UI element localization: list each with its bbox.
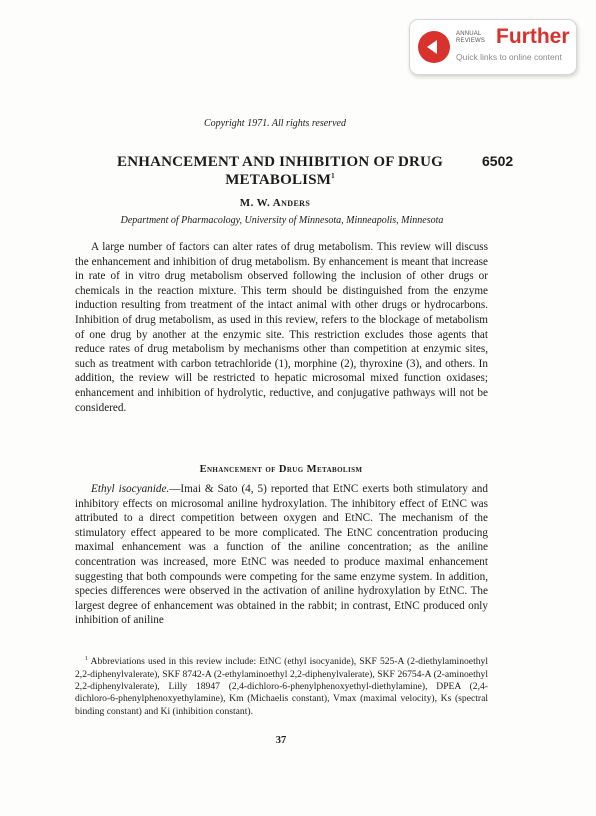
- section-heading: Enhancement of Drug Metabolism: [199, 464, 363, 475]
- footnote-mark: 1: [85, 656, 88, 662]
- title-footnote-mark: 1: [331, 172, 335, 180]
- paragraph-text: —Imai & Sato (4, 5) reported that EtNC exerts both stimulatory and inhibitory effects on microsomal aniline hydroxylation. The inhibitory effect of EtNC was attributed to a direct competition between oxygen and EtNC. The mechanism of the stimulatory effect appeared to be more complicated. The EtNC concentration producing maximal enhancement was a function of the aniline concentration; as the aniline concentration was increased, more EtNC was needed to produce maximal enhancement suggesting that both compounds were competing for the same enzyme system. In addition, species differences were observed in the activation of aniline hydroxylation by EtNC. The largest degree of enhancement was obtained in the rabbit; in contrast, EtNC produced only inhibition of aniline: [75, 483, 488, 627]
- annual-reviews-label: ANNUAL REVIEWS: [456, 31, 486, 44]
- further-title[interactable]: Further: [496, 25, 570, 48]
- footnote: [75, 653, 488, 718]
- intro-paragraph: A large number of factors can alter rates of drug metabolism. This review will discuss the enhancement and inhibition of drug metabolism. By enhancement is meant that increase in rate of in vitro drug metabolism observed following the inclusion of other drugs or chemicals in the reaction mixture. This term should be distinguished from the enzyme induction resulting from treatment of the intact animal with other drugs or hydrocarbons. Inhibition of drug metabolism, as used in this review, refers to the blockage of metabolism of one drug by another at the enzymic site. This restriction excludes those agents that reduce rates of drug metabolism by mechanisms other than competition at enzymic sites, such as treatment with carbon tetrachloride (1), morphine (2), thyroxine (3), and others. In addition, the review will be restricted to hepatic microsomal mixed function oxidases; enhancement and inhibition of hydrolytic, reductive, and conjugative pathways will not be considered.: [75, 241, 488, 414]
- author-name: M. W. Anders: [239, 197, 311, 209]
- copyright-line: Copyright 1971. All rights reserved: [204, 118, 346, 129]
- further-links-badge[interactable]: [409, 19, 577, 75]
- ethyl-isocyanide-paragraph: [75, 482, 488, 628]
- article-number: 6502: [482, 153, 514, 169]
- subsection-lead: Ethyl isocyanide.: [91, 483, 170, 495]
- footnote-text: Abbreviations used in this review include: EtNC (ethyl isocyanide), SKF 525-A (2-diethylaminoethyl 2,2-diphenylvalerate), SKF 8742-A (2-ethylaminoethyl 2,2-diphenylvalerate), SKF 26754-A (2-aminoethyl 2,2-diphenylvalerate), Lilly 18947 (2,4-dichloro-6-phenylphenoxyethyl-diethylamine), DPEA (2,4-dichloro-6-phenylphenoxyethylamine), Km (Michaelis constant), Vmax (maximal velocity), Ks (spectral binding constant) and Ki (inhibition constant).: [75, 656, 488, 717]
- article-title-text: ENHANCEMENT AND INHIBITION OF DRUG METABOLISM: [116, 154, 443, 188]
- back-arrow-icon[interactable]: [418, 31, 450, 63]
- page-number: 37: [275, 735, 287, 746]
- article-title: [70, 153, 490, 189]
- author-affiliation: Department of Pharmacology, University of Minnesota, Minneapolis, Minnesota: [120, 215, 444, 226]
- further-subtitle[interactable]: Quick links to online content: [456, 52, 562, 62]
